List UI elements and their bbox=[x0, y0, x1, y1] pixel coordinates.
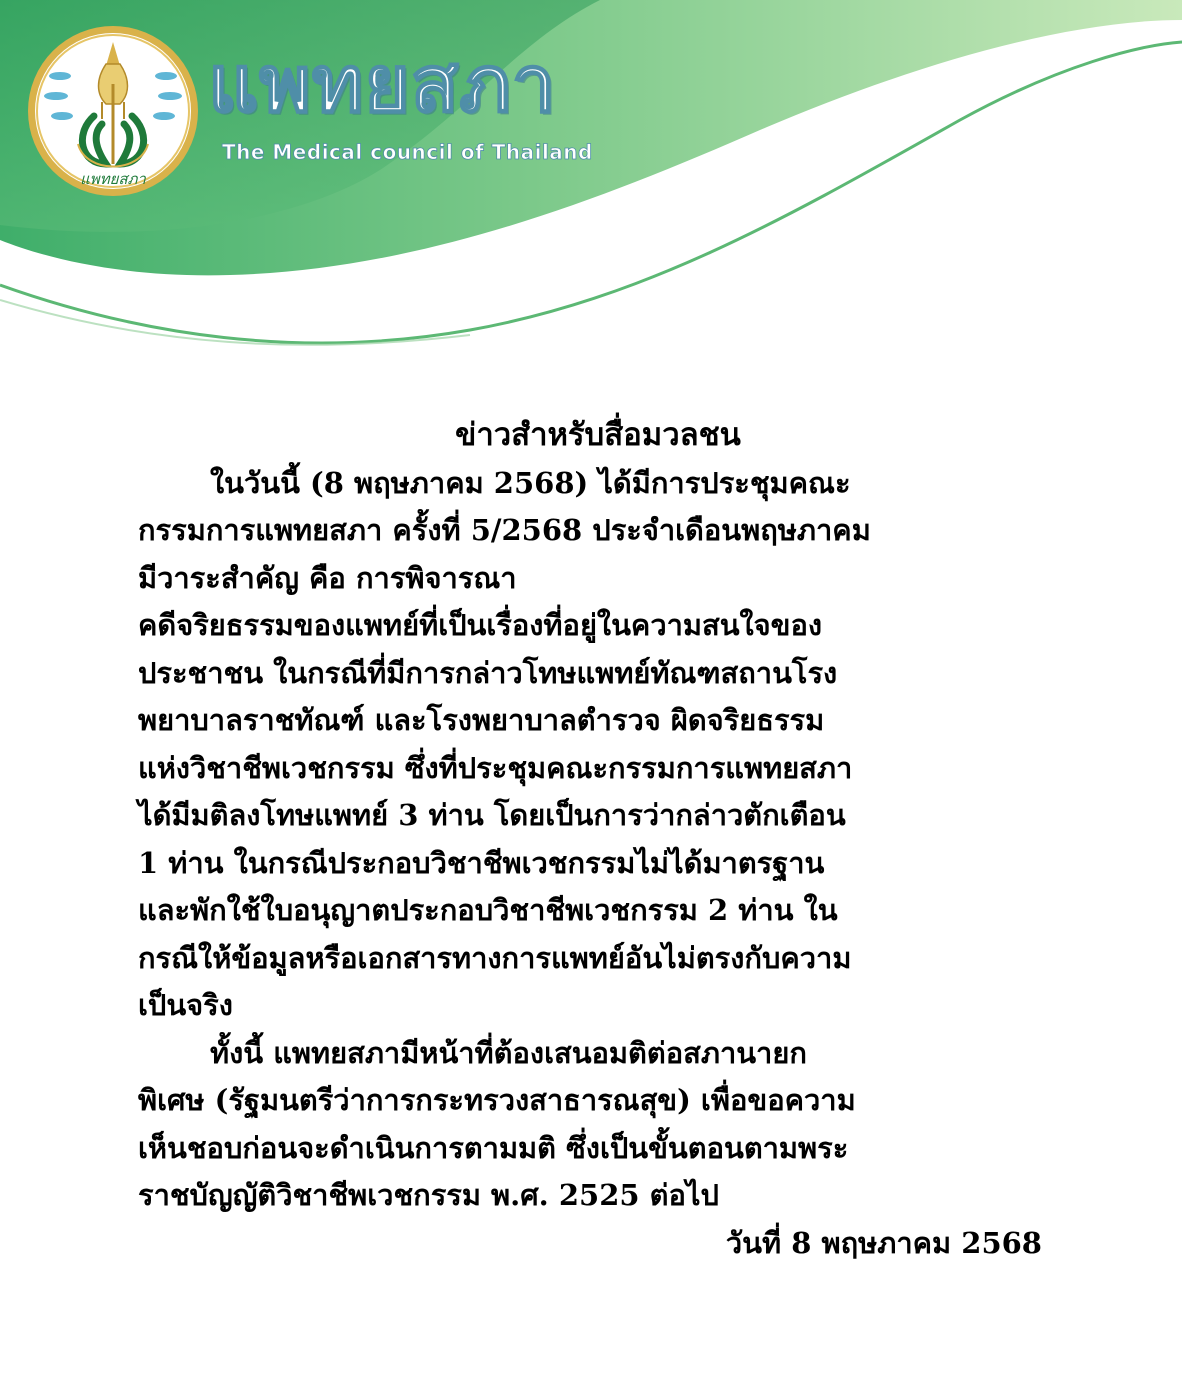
seal-text: แพทยสภา bbox=[80, 170, 146, 188]
paragraph-line: ประชาชน ในกรณีที่มีการกล่าวโทษแพทย์ทัณฑสถานโรง bbox=[138, 655, 838, 690]
paragraph-line: เป็นจริง bbox=[138, 988, 233, 1022]
paragraph-line: พยาบาลราชทัณฑ์ และโรงพยาบาลตำรวจ ผิดจริยธรรม bbox=[138, 703, 825, 737]
paragraph-line: และพักใช้ใบอนุญาตประกอบวิชาชีพเวชกรรม 2 ท่าน ใน bbox=[138, 893, 838, 927]
paragraph-line: ได้มีมติลงโทษแพทย์ 3 ท่าน โดยเป็นการว่ากล่าวตักเตือน bbox=[138, 798, 846, 832]
document-title: ข่าวสำหรับสื่อมวลชน bbox=[455, 417, 741, 453]
paragraph-line: กรณีให้ข้อมูลหรือเอกสารทางการแพทย์อันไม่ตรงกับความ bbox=[138, 940, 852, 975]
medical-council-seal-icon bbox=[26, 24, 200, 198]
paragraph-line: พิเศษ (รัฐมนตรีว่าการกระทรวงสาธารณสุข) เพื่อขอความ bbox=[138, 1083, 856, 1117]
press-release bbox=[138, 412, 1048, 1267]
paragraph-line: มีวาระสำคัญ คือ การพิจารณา bbox=[138, 560, 517, 595]
paragraph-line: เห็นชอบก่อนจะดำเนินการตามมติ ซึ่งเป็นขั้นตอนตามพระ bbox=[138, 1130, 849, 1165]
paragraph-line: ทั้งนี้ แพทยสภามีหน้าที่ต้องเสนอมติต่อสภานายก bbox=[210, 1035, 807, 1070]
brand-subtitle: The Medical council of Thailand bbox=[222, 140, 593, 164]
paragraph-line: ราชบัญญัติวิชาชีพเวชกรรม พ.ศ. 2525 ต่อไป bbox=[138, 1178, 719, 1212]
paragraph-line: แห่งวิชาชีพเวชกรรม ซึ่งที่ประชุมคณะกรรมการแพทยสภา bbox=[138, 750, 853, 785]
paragraph-line: กรรมการแพทยสภา ครั้งที่ 5/2568 ประจำเดือนพฤษภาคม bbox=[138, 513, 871, 547]
brand-name: แพทยสภา bbox=[208, 40, 557, 130]
paragraph-line: ในวันนี้ (8 พฤษภาคม 2568) ได้มีการประชุมคณะ bbox=[210, 465, 851, 500]
document-date: วันที่ 8 พฤษภาคม 2568 bbox=[725, 1225, 1042, 1260]
paragraph-line: 1 ท่าน ในกรณีประกอบวิชาชีพเวชกรรมไม่ได้มาตรฐาน bbox=[138, 845, 825, 880]
paragraph-line: คดีจริยธรรมของแพทย์ที่เป็นเรื่องที่อยู่ในความสนใจของ bbox=[138, 608, 823, 642]
